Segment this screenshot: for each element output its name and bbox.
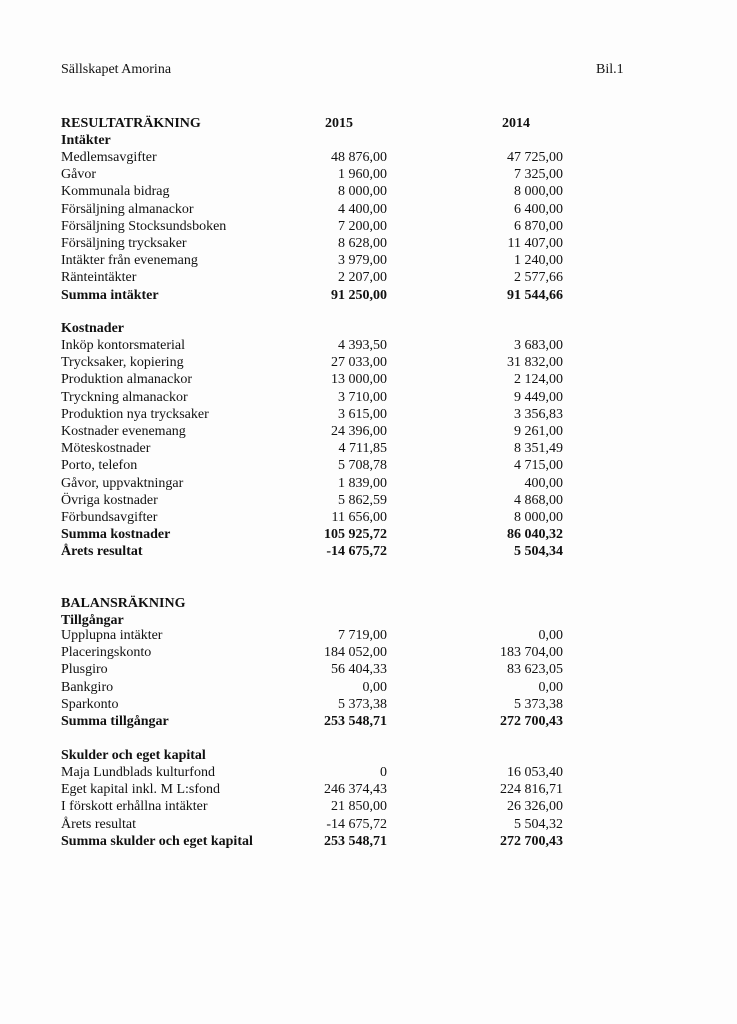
table-row <box>0 798 737 815</box>
table-row <box>0 440 737 457</box>
income-statement-header <box>0 115 737 149</box>
value-2015: 27 033,00 <box>331 355 387 371</box>
assets-section <box>0 627 737 730</box>
value-2015: 253 548,71 <box>324 713 387 729</box>
row-label: Tryckning almanackor <box>61 389 188 405</box>
total-costs-row <box>0 526 737 543</box>
value-2014: 8 000,00 <box>514 184 563 200</box>
costs-heading: Kostnader <box>61 321 124 336</box>
table-row <box>0 661 737 678</box>
balance-sheet-title: BALANSRÄKNING <box>61 596 186 611</box>
value-2014: 3 356,83 <box>514 406 563 422</box>
row-label: Medlemsavgifter <box>61 150 157 165</box>
year-result-row <box>0 543 737 560</box>
value-2015: 24 396,00 <box>331 423 387 439</box>
value-2014: 272 700,43 <box>500 833 563 849</box>
row-label: Produktion almanackor <box>61 372 193 388</box>
column-header-2014: 2014 <box>502 116 530 131</box>
value-2015: 3 615,00 <box>338 406 387 422</box>
value-2014: 26 326,00 <box>507 799 563 815</box>
row-label: Möteskostnader <box>61 441 151 457</box>
organization-name: Sällskapet Amorina <box>61 62 172 77</box>
row-label: Sparkonto <box>61 696 119 712</box>
row-label: Summa kostnader <box>61 527 171 543</box>
row-label: Försäljning trycksaker <box>61 235 187 251</box>
table-row <box>0 406 737 423</box>
value-2014: 4 868,00 <box>514 492 563 508</box>
row-label: I förskott erhållna intäkter <box>61 799 208 815</box>
value-2015: 1 839,00 <box>338 475 387 491</box>
table-row <box>0 475 737 492</box>
row-label: Trycksaker, kopiering <box>61 355 184 371</box>
value-2014: 11 407,00 <box>507 235 563 251</box>
row-label: Årets resultat <box>61 816 137 832</box>
table-row <box>0 235 737 252</box>
value-2015: 105 925,72 <box>324 527 387 543</box>
value-2015: 253 548,71 <box>324 833 387 849</box>
row-label: Gåvor <box>61 167 96 183</box>
row-label: Porto, telefon <box>61 458 138 474</box>
table-row <box>0 764 737 781</box>
value-2015: 184 052,00 <box>324 645 387 661</box>
table-row <box>0 644 737 661</box>
value-2014: 2 124,00 <box>514 372 563 388</box>
value-2014: 9 449,00 <box>514 389 563 405</box>
table-row <box>0 354 737 371</box>
row-label: Försäljning Stocksundsboken <box>61 218 227 234</box>
value-2015: 0 <box>380 765 387 780</box>
table-row <box>0 509 737 526</box>
row-label: Summa skulder och eget kapital <box>61 833 253 849</box>
value-2015: 4 711,85 <box>338 441 387 457</box>
row-label: Gåvor, uppvaktningar <box>61 475 184 491</box>
value-2015: 7 200,00 <box>338 218 387 234</box>
row-label: Ränteintäkter <box>61 270 137 286</box>
table-row <box>0 492 737 509</box>
table-row <box>0 252 737 269</box>
value-2015: 0,00 <box>362 679 387 695</box>
table-row <box>0 781 737 798</box>
liabilities-heading-row <box>0 747 737 764</box>
value-2014: 8 000,00 <box>514 509 563 525</box>
table-row <box>0 149 737 166</box>
value-2014: 6 400,00 <box>514 201 563 217</box>
value-2014: 31 832,00 <box>507 355 563 371</box>
income-statement-title: RESULTATRÄKNING <box>61 116 201 131</box>
table-row <box>0 337 737 354</box>
value-2015: 3 710,00 <box>338 389 387 405</box>
value-2014: 0,00 <box>538 679 563 695</box>
value-2015: -14 675,72 <box>326 544 387 560</box>
assets-heading: Tillgångar <box>61 613 124 629</box>
value-2014: 91 544,66 <box>507 287 563 303</box>
total-assets-row <box>0 713 737 730</box>
value-2015: 91 250,00 <box>331 287 387 303</box>
row-label: Försäljning almanackor <box>61 201 194 217</box>
value-2014: 5 504,34 <box>514 544 563 560</box>
row-label: Intäkter från evenemang <box>61 253 198 269</box>
value-2015: 246 374,43 <box>324 782 387 798</box>
liabilities-heading: Skulder och eget kapital <box>61 748 206 763</box>
value-2014: 83 623,05 <box>507 662 563 678</box>
value-2014: 5 373,38 <box>514 696 563 712</box>
costs-heading-row <box>0 320 737 337</box>
value-2015: 5 708,78 <box>338 458 387 474</box>
value-2015: 8 628,00 <box>338 235 387 251</box>
value-2014: 86 040,32 <box>507 527 563 543</box>
table-row <box>0 389 737 406</box>
value-2014: 2 577,66 <box>514 270 563 286</box>
table-row <box>0 679 737 696</box>
row-label: Produktion nya trycksaker <box>61 406 209 422</box>
table-row <box>0 457 737 474</box>
value-2015: 48 876,00 <box>331 150 387 165</box>
value-2014: 47 725,00 <box>507 150 563 165</box>
value-2015: -14 675,72 <box>326 816 387 832</box>
value-2014: 3 683,00 <box>514 338 563 353</box>
revenue-section <box>0 149 737 304</box>
table-row <box>0 816 737 833</box>
total-liabilities-row <box>0 833 737 850</box>
value-2015: 5 373,38 <box>338 696 387 712</box>
row-label: Övriga kostnader <box>61 492 158 508</box>
value-2014: 6 870,00 <box>514 218 563 234</box>
row-label: Inköp kontorsmaterial <box>61 338 186 353</box>
attachment-label: Bil.1 <box>596 62 624 77</box>
value-2015: 21 850,00 <box>331 799 387 815</box>
value-2014: 183 704,00 <box>500 645 563 661</box>
table-row <box>0 166 737 183</box>
value-2014: 272 700,43 <box>500 713 563 729</box>
row-label: Summa tillgångar <box>61 713 169 729</box>
column-header-2015: 2015 <box>325 116 353 131</box>
value-2014: 9 261,00 <box>514 423 563 439</box>
table-row <box>0 269 737 286</box>
row-label: Plusgiro <box>61 662 108 678</box>
table-row <box>0 696 737 713</box>
row-label: Förbundsavgifter <box>61 509 158 525</box>
balance-sheet-header <box>0 595 737 629</box>
value-2015: 4 393,50 <box>338 338 387 353</box>
row-label: Maja Lundblads kulturfond <box>61 765 215 780</box>
value-2015: 7 719,00 <box>338 628 387 643</box>
row-label: Summa intäkter <box>61 287 159 303</box>
row-label: Upplupna intäkter <box>61 628 163 643</box>
value-2015: 8 000,00 <box>338 184 387 200</box>
value-2014: 5 504,32 <box>514 816 563 832</box>
row-label: Kostnader evenemang <box>61 423 186 439</box>
row-label: Eget kapital inkl. M L:sfond <box>61 782 221 798</box>
value-2015: 56 404,33 <box>331 662 387 678</box>
value-2014: 0,00 <box>538 628 563 643</box>
row-label: Placeringskonto <box>61 645 152 661</box>
table-row <box>0 371 737 388</box>
value-2015: 3 979,00 <box>338 253 387 269</box>
revenue-heading: Intäkter <box>61 133 111 149</box>
table-row <box>0 627 737 644</box>
row-label: Bankgiro <box>61 679 114 695</box>
value-2015: 2 207,00 <box>338 270 387 286</box>
value-2015: 4 400,00 <box>338 201 387 217</box>
value-2014: 224 816,71 <box>500 782 563 798</box>
table-row <box>0 218 737 235</box>
value-2015: 13 000,00 <box>331 372 387 388</box>
value-2015: 5 862,59 <box>338 492 387 508</box>
value-2014: 400,00 <box>524 475 563 491</box>
value-2015: 1 960,00 <box>338 167 387 183</box>
value-2014: 1 240,00 <box>514 253 563 269</box>
total-revenue-row <box>0 287 737 304</box>
value-2014: 4 715,00 <box>514 458 563 474</box>
table-row <box>0 201 737 218</box>
value-2015: 11 656,00 <box>331 509 387 525</box>
table-row <box>0 183 737 200</box>
table-row <box>0 423 737 440</box>
value-2014: 16 053,40 <box>507 765 563 780</box>
liabilities-section <box>0 764 737 850</box>
row-label: Kommunala bidrag <box>61 184 170 200</box>
value-2014: 8 351,49 <box>514 441 563 457</box>
row-label: Årets resultat <box>61 544 143 560</box>
costs-section <box>0 337 737 560</box>
value-2014: 7 325,00 <box>514 167 563 183</box>
